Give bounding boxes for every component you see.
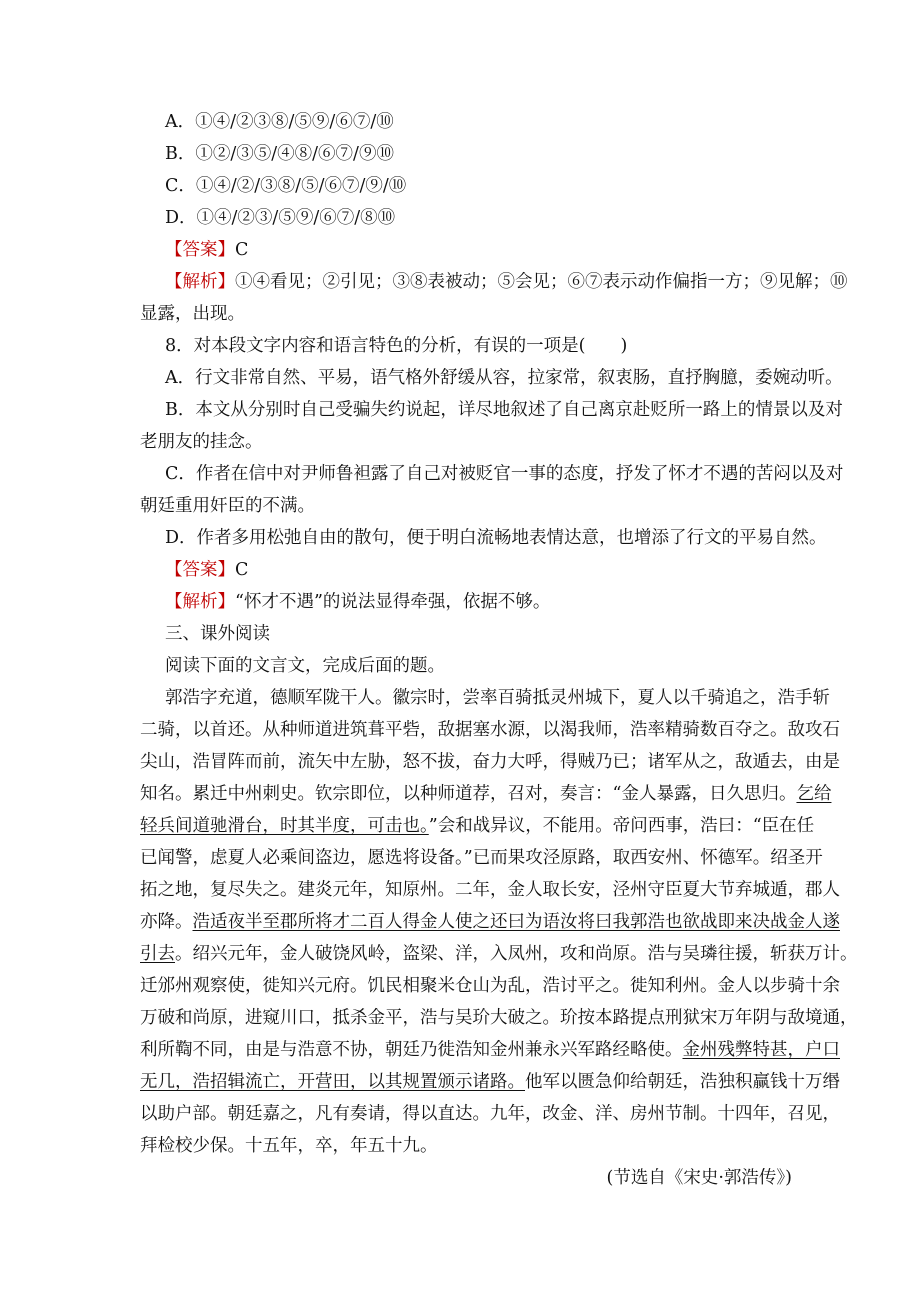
underlined-sentence: 引去: [140, 944, 175, 964]
passage-line: [140, 910, 840, 934]
option-b: B．①②/③⑤/④⑧/⑥⑦/⑨⑩: [165, 144, 394, 164]
underlined-sentence: 轻兵间道驰滑台，时其半度，可击也。: [140, 816, 429, 836]
analysis-label: 【解析】: [165, 592, 235, 612]
option-c: C．①④/②/③⑧/⑤/⑥⑦/⑨/⑩: [165, 176, 407, 196]
option-a: A．①④/②③⑧/⑤⑨/⑥⑦/⑩: [165, 112, 394, 132]
passage-text: ”会和战异议，不能用。帝问西事，浩曰：“臣在任: [428, 816, 815, 836]
passage-line: [140, 782, 832, 806]
passage-line: 已闻警，虑夏人必乘间盗边，愿选将设备。”已而果攻泾原路，取西安州、怀德军。绍圣开: [140, 848, 823, 868]
analysis-label: 【解析】: [165, 272, 235, 292]
passage-line: 以助户部。朝廷嘉之，凡有奏请，得以直达。九年，改金、洋、房州节制。十四年，召见，: [140, 1104, 840, 1124]
passage-line: [140, 1038, 840, 1062]
answer-value: C: [235, 240, 249, 260]
passage-line: [140, 814, 815, 838]
underlined-sentence: 金州残弊特甚，户口: [682, 1040, 840, 1060]
question-8-stem: 8．对本段文字内容和语言特色的分析，有误的一项是( ): [165, 336, 628, 356]
section-heading: 三、课外阅读: [165, 624, 270, 644]
analysis-2: [165, 590, 550, 614]
underlined-sentence: 乞给: [796, 784, 832, 804]
source-citation: (节选自《宋史·郭浩传》): [606, 1168, 792, 1188]
passage-text: 利所鞫不同，由是与浩意不协，朝廷乃徙浩知金州兼永兴军路经略使。: [140, 1040, 683, 1060]
answer-1: [165, 238, 248, 262]
passage-line: [140, 1070, 840, 1094]
passage-line: 尖山，浩冒阵而前，流矢中左胁，怒不拔，奋力大呼，得贼乃已；诸军从之，敌遁去，由是: [140, 752, 840, 772]
passage-text: 。绍兴元年，金人破饶风岭，盗梁、洋，入凤州，攻和尚原。浩与吴璘往援，斩获万计。: [175, 944, 858, 964]
q8-option-b-line2: 老朋友的挂念。: [140, 432, 263, 452]
passage-text: 知名。累迁中州刺史。钦宗即位，以种师道荐，召对，奏言：“金人暴露，日久思归。: [140, 784, 797, 804]
underlined-sentence: 无几，浩招辑流亡，开营田，以其规置颁示诸路。: [140, 1072, 525, 1092]
analysis-text: ①④看见；②引见；③⑧表被动；⑤会见；⑥⑦表示动作偏指一方；⑨见解；⑩: [235, 272, 848, 292]
answer-value: C: [235, 560, 249, 580]
passage-text: 亦降。: [140, 912, 193, 932]
q8-option-c-line2: 朝廷重用奸臣的不满。: [140, 496, 315, 516]
passage-line: 拓之地，复尽失之。建炎元年，知原州。二年，金人取长安，泾州守臣夏大节弃城遁，郡人: [140, 880, 840, 900]
option-d: D．①④/②③/⑤⑨/⑥⑦/⑧⑩: [165, 208, 396, 228]
answer-2: [165, 558, 248, 582]
q8-option-d: D．作者多用松弛自由的散句，便于明白流畅地表情达意，也增添了行文的平易自然。: [165, 528, 827, 548]
passage-line: 郭浩字充道，德顺军陇干人。徽宗时，尝率百骑抵灵州城下，夏人以千骑追之，浩手斩: [165, 688, 830, 708]
passage-line: 二骑，以首还。从种师道进筑葺平砦，敌据塞水源，以渴我师，浩率精骑数百夺之。敌攻石: [140, 720, 840, 740]
q8-option-b-line1: B．本文从分别时自己受骗失约说起，详尽地叙述了自己离京赴贬所一路上的情景以及对: [165, 400, 843, 420]
analysis-1-line1: [165, 270, 848, 294]
q8-option-c-line1: C．作者在信中对尹师鲁袒露了自己对被贬官一事的态度，抒发了怀才不遇的苦闷以及对: [165, 464, 844, 484]
underlined-sentence: 浩适夜半至郡所将才二百人得金人使之还曰为语汝将曰我郭浩也欲战即来决战金人遂: [192, 912, 840, 932]
reading-instruction: 阅读下面的文言文，完成后面的题。: [165, 656, 445, 676]
passage-line: [140, 942, 858, 966]
answer-label: 【答案】: [165, 240, 235, 260]
analysis-text: “怀才不遇”的说法显得牵强，依据不够。: [235, 592, 551, 612]
passage-line: 万破和尚原，进窥川口，抵杀金平，浩与吴玠大破之。玠按本路提点刑狱宋万年阴与敌境通，: [140, 1008, 858, 1028]
passage-text: 他军以匮急仰给朝廷，浩独积赢钱十万缗: [525, 1072, 840, 1092]
passage-line: 拜检校少保。十五年，卒，年五十九。: [140, 1136, 438, 1156]
analysis-1-line2: 显露，出现。: [140, 304, 245, 324]
q8-option-a: A．行文非常自然、平易，语气格外舒缓从容，拉家常，叙衷肠，直抒胸臆，委婉动听。: [165, 368, 843, 388]
answer-label: 【答案】: [165, 560, 235, 580]
passage-line: 迁邠州观察使，徙知兴元府。饥民相聚米仓山为乱，浩讨平之。徙知利州。金人以步骑十余: [140, 976, 840, 996]
